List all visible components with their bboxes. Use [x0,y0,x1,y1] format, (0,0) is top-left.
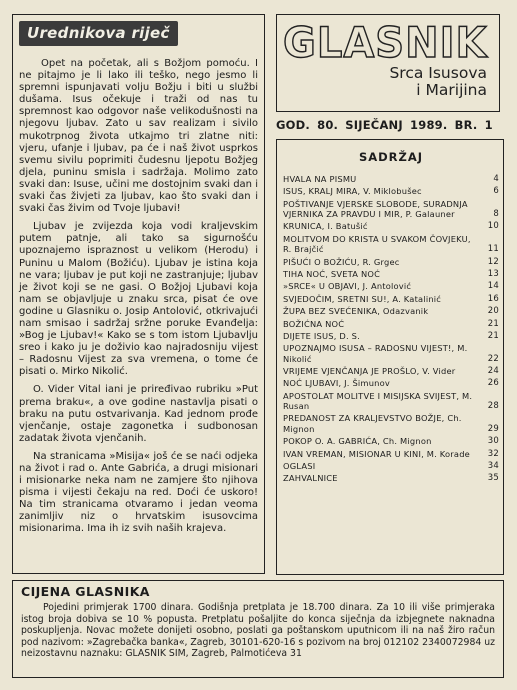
contents-title: SADRŽAJ [358,150,424,164]
contents-item [283,343,499,364]
contents-item-page: 22 [487,353,499,364]
contents-item [283,234,499,255]
contents-item [283,436,499,446]
contents-item-title: KRUNICA, I. Batušić [283,221,368,232]
contents-item-page: 14 [487,281,499,292]
contents-item-title: UPOZNAJMO ISUSA – RADOSNU VIJEST!, M. Nikolić [283,343,468,364]
logo-subtitle [389,65,487,99]
contents-item [283,449,499,459]
contents-item-title: BOŽIĆNA NOĆ [283,318,345,329]
contents-item-page: 10 [487,221,499,232]
logo-box [276,14,500,112]
contents-item-page: 8 [493,209,499,220]
contents-item-page: 21 [487,318,499,329]
contents-item [283,331,499,341]
contents-item [283,221,499,231]
contents-item-title: »SRCE« U OBJAVI, J. Antolović [283,281,412,292]
contents-item [283,473,499,483]
contents-item-page: 35 [487,473,499,484]
contents-item-title: SVJEDOČIM, SRETNI SU!, A. Katalinić [283,293,442,304]
contents-item-title: ZAHVALNICE [283,473,338,484]
contents-item-page: 4 [493,174,499,184]
contents-item [283,294,499,304]
editorial-heading: Urednikova riječ [19,21,178,46]
contents-item-page: 11 [487,244,499,255]
editorial-paragraph: Opet na početak, ali s Božjom pomoću. I ne pitajmo je li lako ili teško, nego jesmo li spremni ispunjavati volju Božju i biti u službi dušama. Isus očekuje i traži od nas tu spremnost kao odgovor naše velikodušnosti na njegovu ljubav. Zato u sav realizam i sivilo mukotrpnog života utkajmo tri zlatne niti: vjeru, ufanje i ljubav, pa će i naš život usprkos svemu sivilu poprimiti čudesnu ljepotu Božjeg djela, puninu smisla i sadržaja. Molimo zato svaki dan: Isuse, učini me dostojnim svaki dan i svaki čas živjeti za ljubav, kao što svaki dan i svaki čas živim od Tvoje ljubavi! [19,58,258,215]
contents-item-page: 34 [487,460,499,471]
contents-item-page: 29 [487,423,499,434]
magazine-logo: GLASNIK [283,19,488,68]
issue-info: GOD. 80. SIJEČANJ 1989. BR. 1 [276,118,493,132]
contents-item [283,319,499,329]
contents-item-page: 30 [487,436,499,447]
table-of-contents [276,139,504,575]
contents-item [283,413,499,434]
contents-item-title: MOLITVOM DO KRISTA U SVAKOM ČOVJEKU, R. Brajčić [283,233,471,255]
editorial-box [12,14,265,574]
contents-item-title: APOSTOLAT MOLITVE I MISIJSKA SVIJEST, M. Rusan [283,390,473,412]
contents-item [283,257,499,267]
contents-item-title: ŽUPA BEZ SVEĆENIKA, Odazvanik [283,306,429,317]
contents-item-page: 20 [487,306,499,317]
contents-item-page: 26 [487,378,499,389]
contents-item-page: 12 [487,256,499,267]
contents-item-title: POKOP O. A. GABRIĆA, Ch. Mignon [283,436,432,447]
contents-item-title: POŠTIVANJE VJERSKE SLOBODE, SURADNJA VJERNIKA ZA PRAVDU I MIR, P. Galauner [283,198,468,220]
price-title: CIJENA GLASNIKA [21,584,150,599]
contents-item [283,199,499,220]
contents-item [283,391,499,412]
contents-item-page: 13 [487,268,499,279]
logo-subtitle-line-1: Srca Isusova [389,64,487,82]
contents-item-title: OGLASI [283,460,316,471]
contents-item [283,281,499,291]
editorial-paragraph: O. Vider Vital iani je priređivao rubriku »Put prema braku«, a ove godine nastavlja pisati o braku na putu ostvarivanja. Kad jednom prođe vjenčanje, ostaje zagonetka i sudbonosan zadatak života vjenčanih. [19,384,258,444]
contents-list [283,174,499,484]
contents-item-page: 6 [493,186,499,197]
contents-item-title: HVALA NA PISMU [283,174,357,184]
contents-item-title: ISUS, KRALJ MIRA, V. Miklobušec [283,186,422,197]
contents-item-title: NOĆ LJUBAVI, J. Šimunov [283,378,391,389]
contents-item-title: VRIJEME VJENČANJA JE PROŠLO, V. Vider [283,365,456,376]
contents-item [283,366,499,376]
price-box [12,580,504,678]
price-text: Pojedini primjerak 1700 dinara. Godišnja pretplata je 18.700 dinara. Za 10 ili više primjeraka istog broja dobiva se 10 % popusta. Pretplatu pošaljite do konca siječnja da izbjegnete naknadna poskupljenja. Novac možete donijeti osobno, poslati ga poštanskom uputnicom ili na naš žiro račun pod nazivom: »Zagrebačka banka«, Zagreb, 30101-620-16 s pozivom na broj 012102 2340072984 uz neizostavnu naznaku: GLASNIK SIM, Zagreb, Palmotićeva 31 [21,602,496,660]
contents-item-page: 28 [487,401,499,412]
contents-item-page: 16 [487,293,499,304]
masthead [276,8,504,113]
contents-item-title: IVAN VREMAN, MISIONAR U KINI, M. Korade [283,448,470,459]
editorial-paragraph: Ljubav je zvijezda koja vodi kraljevskim putem patnje, ali tako sa sigurnošću upoznajemo ispraznost u velikom (Herodu) i Puninu u Malom (Božiću). Ljubav je istina koja ne vara; ljubav je put koji ne zastranjuje; ljubav je život koji se ne gasi. O Božjoj Ljubavi koja nam se objavljuje u znaku srca, pisat će ove godine u Glasniku o. Josip Antolović, otkrivajući nam smisao i sadržaj sržne poruke Evanđelja: »Bog je Ljubav!« Kako se s tom istom Ljubavlju sreo i kako ju je doživio kao najradosniju vijest – Radosnu Vijest za sva vremena, o tome će pisati o. Mirko Nikolić. [19,221,258,378]
editorial-paragraph: Na stranicama »Misija« još će se naći odjeka na život i rad o. Ante Gabrića, a drugi misionari i misionarke neka nam ne zamjere što njihova pisma i vijesti čekaju na red. Doći će uskoro! Na tim stranicama otvaramo i jedan veoma zanimljiv niz o hrvatskim isusovcima misionarima. Ima ih iz svih naših krajeva. [19,450,258,535]
contents-item-page: 32 [487,448,499,459]
contents-item-title: PIŠUĆI O BOŽIĆU, R. Grgec [283,256,400,267]
logo-subtitle-line-2: i Marijina [416,81,487,99]
contents-item [283,186,499,196]
contents-item-title: DIJETE ISUS, D. S. [283,330,360,341]
contents-item [283,306,499,316]
contents-item-page: 24 [487,365,499,376]
contents-item-title: PREDANOST ZA KRALJEVSTVO BOŽJE, Ch. Mignon [283,413,462,434]
contents-item-page: 21 [487,330,499,341]
contents-item [283,461,499,471]
contents-item [283,378,499,388]
contents-item [283,174,499,184]
contents-item [283,269,499,279]
contents-item-title: TIHA NOĆ, SVETA NOĆ [283,268,381,279]
